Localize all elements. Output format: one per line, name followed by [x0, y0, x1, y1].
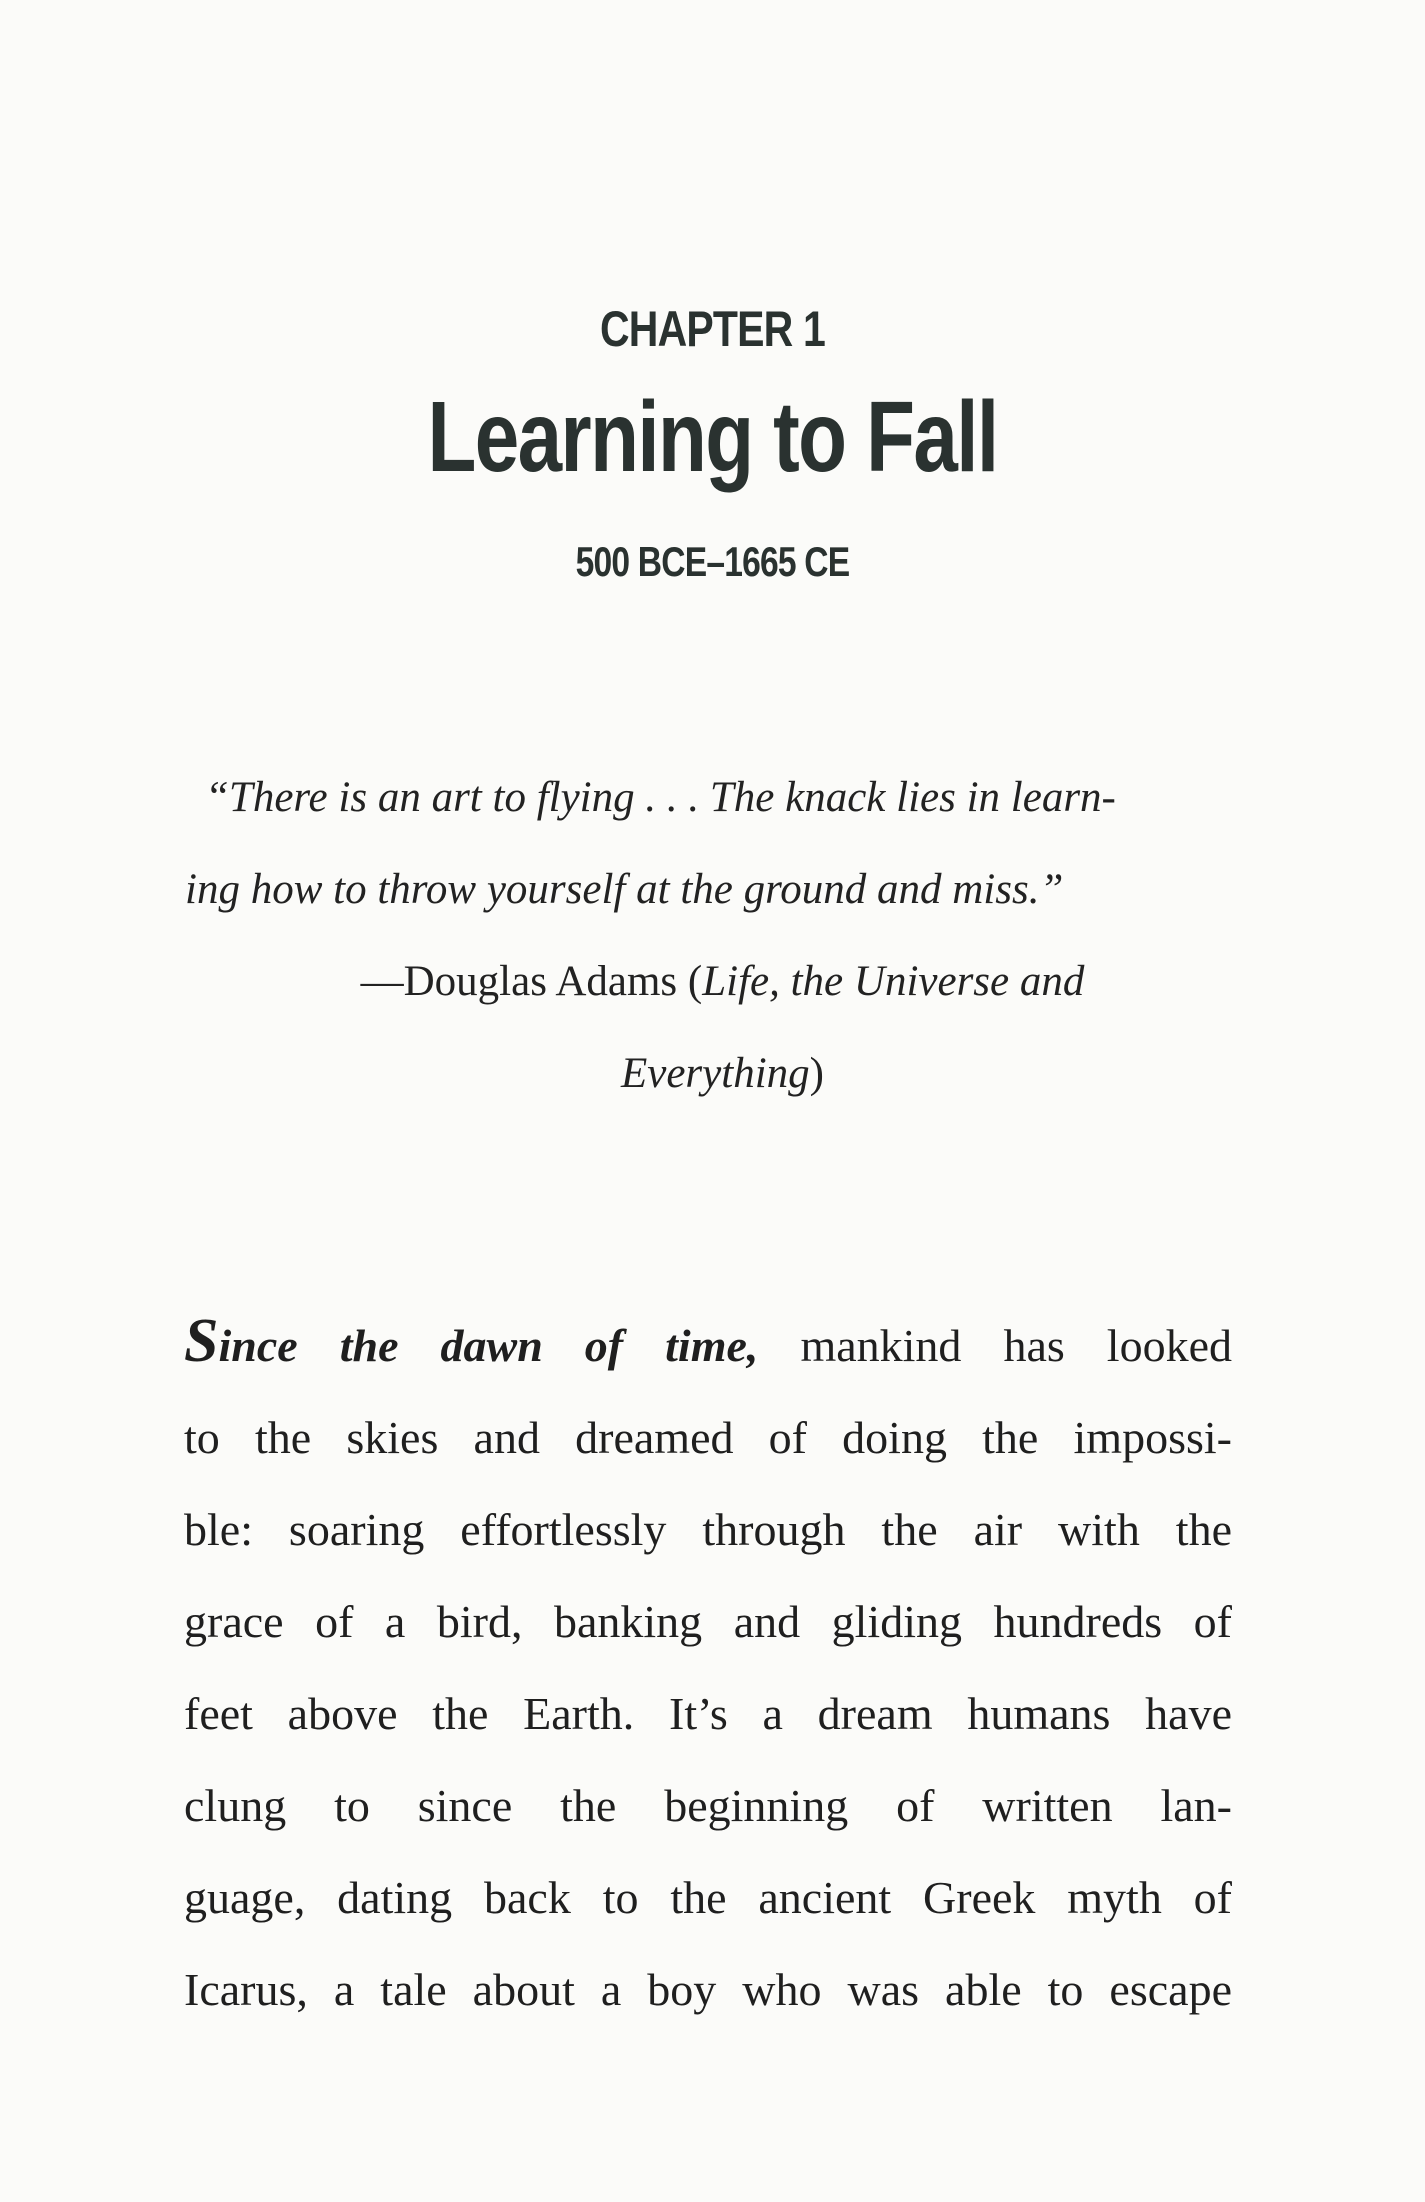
body-line: guage, dating back to the ancient Greek myth of — [184, 1872, 1232, 1923]
body-line: Icarus, a tale about a boy who was able to escape — [184, 1964, 1232, 2015]
body-line-text: mankind has looked — [758, 1320, 1232, 1371]
attribution-close: ) — [809, 1050, 824, 1097]
chapter-dates: 500 BCE–1665 CE — [575, 538, 850, 585]
epigraph-quote-line: “There is an art to flying . . . The knack lies in learn- — [205, 774, 1116, 821]
body-line — [184, 1295, 1232, 1392]
body-paragraph — [184, 1295, 1232, 2036]
epigraph — [185, 752, 1240, 1120]
lead-in-text: ince the dawn of time, — [218, 1320, 759, 1371]
lead-in-initial: S — [184, 1307, 219, 1375]
attribution-work: Life, the Universe and — [702, 958, 1085, 1005]
attribution-work: Everything — [621, 1050, 810, 1097]
lead-in — [184, 1307, 759, 1375]
epigraph-quote-line: ing how to throw yourself at the ground and miss.” — [185, 866, 1064, 913]
attribution-author: —Douglas Adams ( — [360, 958, 703, 1005]
chapter-title: Learning to Fall — [427, 381, 998, 493]
chapter-label: CHAPTER 1 — [600, 301, 825, 357]
body-line: clung to since the beginning of written lan- — [184, 1780, 1232, 1831]
body-line: ble: soaring effortlessly through the air with the — [184, 1504, 1232, 1555]
body-line: grace of a bird, banking and gliding hundreds of — [184, 1596, 1232, 1647]
body-line: feet above the Earth. It’s a dream humans have — [184, 1688, 1232, 1739]
epigraph-attribution-continued — [205, 1028, 1240, 1120]
body-line: to the skies and dreamed of doing the impossi- — [184, 1412, 1232, 1463]
epigraph-attribution — [205, 936, 1240, 1028]
